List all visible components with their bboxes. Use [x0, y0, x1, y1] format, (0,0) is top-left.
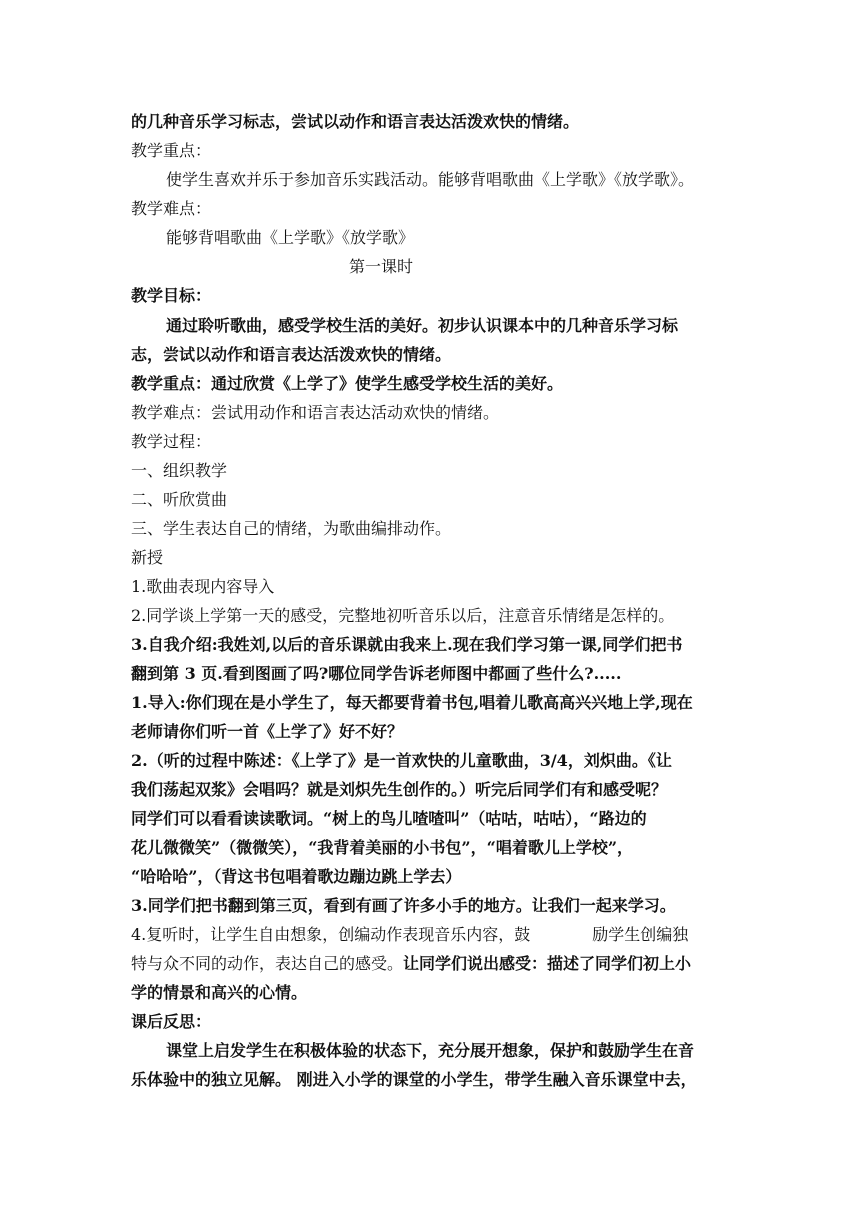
text-line: 教学难点：尝试用动作和语言表达活动欢快的情绪。 — [131, 403, 500, 422]
text-line: 通过聆听歌曲，感受学校生活的美好。初步认识课本中的几种音乐学习标 — [166, 316, 679, 335]
text-segment: 励学生创编独 — [592, 925, 689, 944]
text-segment-bold: 让同学们说出感受：描述了同学们初上小 — [403, 954, 692, 973]
text-line: “哈哈哈”，（背这书包唱着歌边蹦边跳上学去） — [131, 867, 462, 886]
heading-key-points: 教学重点： — [131, 141, 212, 160]
text-line: 教学重点：通过欣赏《上学了》使学生感受学校生活的美好。 — [131, 374, 564, 393]
list-item: 三、学生表达自己的情绪，为歌曲编排动作。 — [131, 519, 452, 538]
list-item: 2.（听的过程中陈述：《上学了》是一首欢快的儿童歌曲，3/4，刘炽曲。《让 — [131, 751, 672, 770]
text-line: 的几种音乐学习标志，尝试以动作和语言表达活泼欢快的情绪。 — [131, 112, 580, 131]
text-segment: 特与众不同的动作，表达自己的感受。 — [131, 954, 404, 973]
list-item — [131, 925, 741, 945]
text-line: 同学们可以看看读读歌词。“树上的鸟儿喳喳叫”（咕咕，咕咕），“路边的 — [131, 809, 647, 828]
text-line: 翻到第 3 页.看到图画了吗?哪位同学告诉老师图中都画了些什么?..... — [131, 664, 622, 683]
text-line: 志，尝试以动作和语言表达活泼欢快的情绪。 — [131, 345, 452, 364]
list-item: 二、听欣赏曲 — [131, 490, 228, 509]
text-line — [131, 954, 741, 974]
text-line: 学的情景和高兴的心情。 — [131, 983, 308, 1002]
heading-reflection: 课后反思： — [131, 1012, 212, 1031]
text-line: 老师请你们听一首《上学了》好不好？ — [131, 722, 404, 741]
text-line: 课堂上启发学生在积极体验的状态下，充分展开想象，保护和鼓励学生在音 — [166, 1041, 695, 1060]
heading-objectives: 教学目标： — [131, 286, 212, 305]
text-line: 乐体验中的独立见解。 刚进入小学的课堂的小学生，带学生融入音乐课堂中去， — [131, 1070, 697, 1089]
heading-difficulties: 教学难点： — [131, 199, 212, 218]
text-line: 新授 — [131, 548, 164, 567]
list-item: 一、组织教学 — [131, 461, 228, 480]
list-item: 3.自我介绍:我姓刘,以后的音乐课就由我来上.现在我们学习第一课,同学们把书 — [131, 635, 683, 654]
list-item: 1.歌曲表现内容导入 — [131, 577, 275, 596]
heading-process: 教学过程： — [131, 432, 212, 451]
list-item: 1.导入:你们现在是小学生了，每天都要背着书包,唱着儿歌高高兴兴地上学,现在 — [131, 693, 693, 712]
section-title: 第一课时 — [348, 257, 413, 276]
text-segment: 4.复听时，让学生自由想象，创编动作表现音乐内容，鼓 — [131, 925, 531, 944]
text-line: 能够背唱歌曲《上学歌》《放学歌》 — [166, 228, 415, 247]
list-item: 3.同学们把书翻到第三页，看到有画了许多小手的地方。让我们一起来学习。 — [131, 896, 676, 915]
text-line: 使学生喜欢并乐于参加音乐实践活动。能够背唱歌曲《上学歌》《放学歌》。 — [166, 170, 695, 189]
list-item: 2.同学谈上学第一天的感受，完整地初听音乐以后，注意音乐情绪是怎样的。 — [131, 606, 675, 625]
text-line: 我们荡起双浆》会唱吗？就是刘炽先生创作的。）听完后同学们有和感受呢？ — [131, 780, 668, 799]
text-line: 花儿微微笑”（微微笑），“我背着美丽的小书包”，“唱着歌儿上学校”， — [131, 838, 634, 857]
